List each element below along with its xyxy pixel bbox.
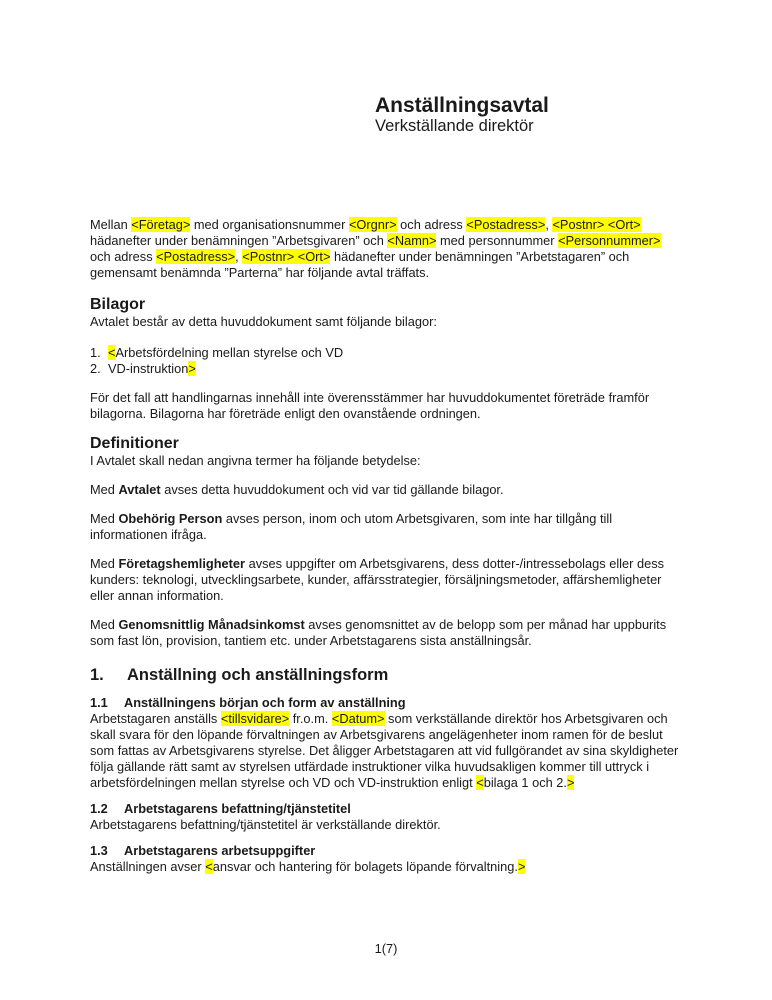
list-item xyxy=(90,345,682,361)
list-item-number: 2. xyxy=(90,361,101,376)
placeholder-highlight: <Datum> xyxy=(331,711,385,726)
placeholder-highlight: > xyxy=(517,859,526,874)
subsection-number: 1.2 xyxy=(90,801,108,816)
subsection-number: 1.3 xyxy=(90,843,108,858)
subsection-1-2-heading xyxy=(90,801,682,817)
subsection-title: Arbetstagarens befattning/tjänstetitel xyxy=(124,801,351,816)
definitioner-lead: I Avtalet skall nedan angivna termer ha följande betydelse: xyxy=(90,453,421,468)
intro-paragraph: Mellan <Företag> med organisationsnummer <Orgnr> och adress <Postadress>, <Postnr> <Ort> hädanefter under benämningen ”Arbetsgivaren” och <Namn> med personnummer <Personnummer> och adress <Postadress>, <Postnr> <Ort> hädanefter under benämningen ”Arbetstagaren” och gemensamt benämnda ”Parterna” har följande avtal träffats. xyxy=(90,217,661,280)
placeholder-highlight: > xyxy=(188,361,196,376)
subsection-title: Arbetstagarens arbetsuppgifter xyxy=(124,843,316,858)
list-item-text: <Arbetsfördelning mellan styrelse och VD xyxy=(108,345,344,360)
definition-paragraph: Med Företagshemligheter avses uppgifter om Arbetsgivarens, dess dotter-/intressebolags eller dess kunders: teknologi, utvecklingsarbete, kunder, affärsstrategier, försäljningsmetoder, affärshemligheter eller annan information. xyxy=(90,556,664,603)
section-1-heading xyxy=(90,666,682,685)
document-subtitle: Verkställande direktör xyxy=(375,117,534,135)
placeholder-highlight: < xyxy=(205,859,213,874)
section-title: Anställning och anställningsform xyxy=(127,666,389,684)
subsection-number: 1.1 xyxy=(90,695,108,710)
bilagor-note: För det fall att handlingarnas innehåll inte överensstämmer har huvuddokumentet företräde framför bilagorna. Bilagorna har företräde enligt den ovanstående ordningen. xyxy=(90,390,650,421)
definition-paragraph: Med Genomsnittlig Månadsinkomst avses genomsnittet av de belopp som per månad har uppburits som fast lön, provision, tantiem etc. under Arbetstagarens sista anställningsår. xyxy=(90,617,667,648)
subsection-1-1-heading xyxy=(90,695,682,711)
subsection-1-1-body: Arbetstagaren anställs <tillsvidare> fr.o.m. <Datum> som verkställande direktör hos Arbetsgivaren och skall svara för den löpande förvaltningen av Arbetsgivarens angelägenheter inom ramen för de beslut som fattas av Arbetsgivarens styrelse. Det åligger Arbetstagaren att vid fullgörandet av sina skyldigheter följa gällande rätt samt av styrelsen utfärdade instruktioner vilka huvudsakligen kommer till uttryck i arbetsfördelningen mellan styrelse och VD och VD-instruktion enligt <bilaga 1 och 2.> xyxy=(90,711,679,790)
definition-paragraph: Med Obehörig Person avses person, inom och utom Arbetsgivaren, som inte har tillgång till informationen ifråga. xyxy=(90,511,613,542)
list-item-number: 1. xyxy=(90,345,101,360)
placeholder-highlight: <Postadress> xyxy=(156,249,236,264)
page-number: 1(7) xyxy=(374,941,398,956)
list-item xyxy=(90,361,682,377)
subsection-1-3-body: Anställningen avser <ansvar och hantering för bolagets löpande förvaltning.> xyxy=(90,859,526,874)
subsection-1-2-body: Arbetstagarens befattning/tjänstetitel är verkställande direktör. xyxy=(90,817,441,832)
list-item-text: VD-instruktion> xyxy=(108,361,196,376)
document-header xyxy=(375,0,682,136)
document-title: Anställningsavtal xyxy=(375,94,549,117)
bilagor-section xyxy=(90,296,682,422)
definition-paragraph: Med Avtalet avses detta huvuddokument och vid var tid gällande bilagor. xyxy=(90,482,504,497)
placeholder-highlight: <Företag> xyxy=(131,217,191,232)
placeholder-highlight: <tillsvidare> xyxy=(220,711,290,726)
placeholder-highlight: <Namn> xyxy=(387,233,437,248)
placeholder-highlight: <Personnummer> xyxy=(558,233,661,248)
section-number: 1. xyxy=(90,666,104,684)
definitioner-heading: Definitioner xyxy=(90,435,179,452)
subsection-1-3-heading xyxy=(90,843,682,859)
placeholder-highlight: <Postnr> <Ort> xyxy=(552,217,641,232)
definitioner-section xyxy=(90,435,682,649)
bilagor-lead: Avtalet består av detta huvuddokument samt följande bilagor: xyxy=(90,314,437,329)
placeholder-highlight: <Postadress> xyxy=(466,217,546,232)
placeholder-highlight: < xyxy=(108,345,116,360)
placeholder-highlight: <Orgnr> xyxy=(348,217,397,232)
placeholder-highlight: > xyxy=(566,775,575,790)
subsection-title: Anställningens början och form av anställning xyxy=(124,695,406,710)
bilagor-list xyxy=(90,345,682,377)
placeholder-highlight: < xyxy=(476,775,484,790)
bilagor-heading: Bilagor xyxy=(90,296,146,313)
placeholder-highlight: <Postnr> <Ort> xyxy=(242,249,331,264)
section-1 xyxy=(90,666,682,875)
